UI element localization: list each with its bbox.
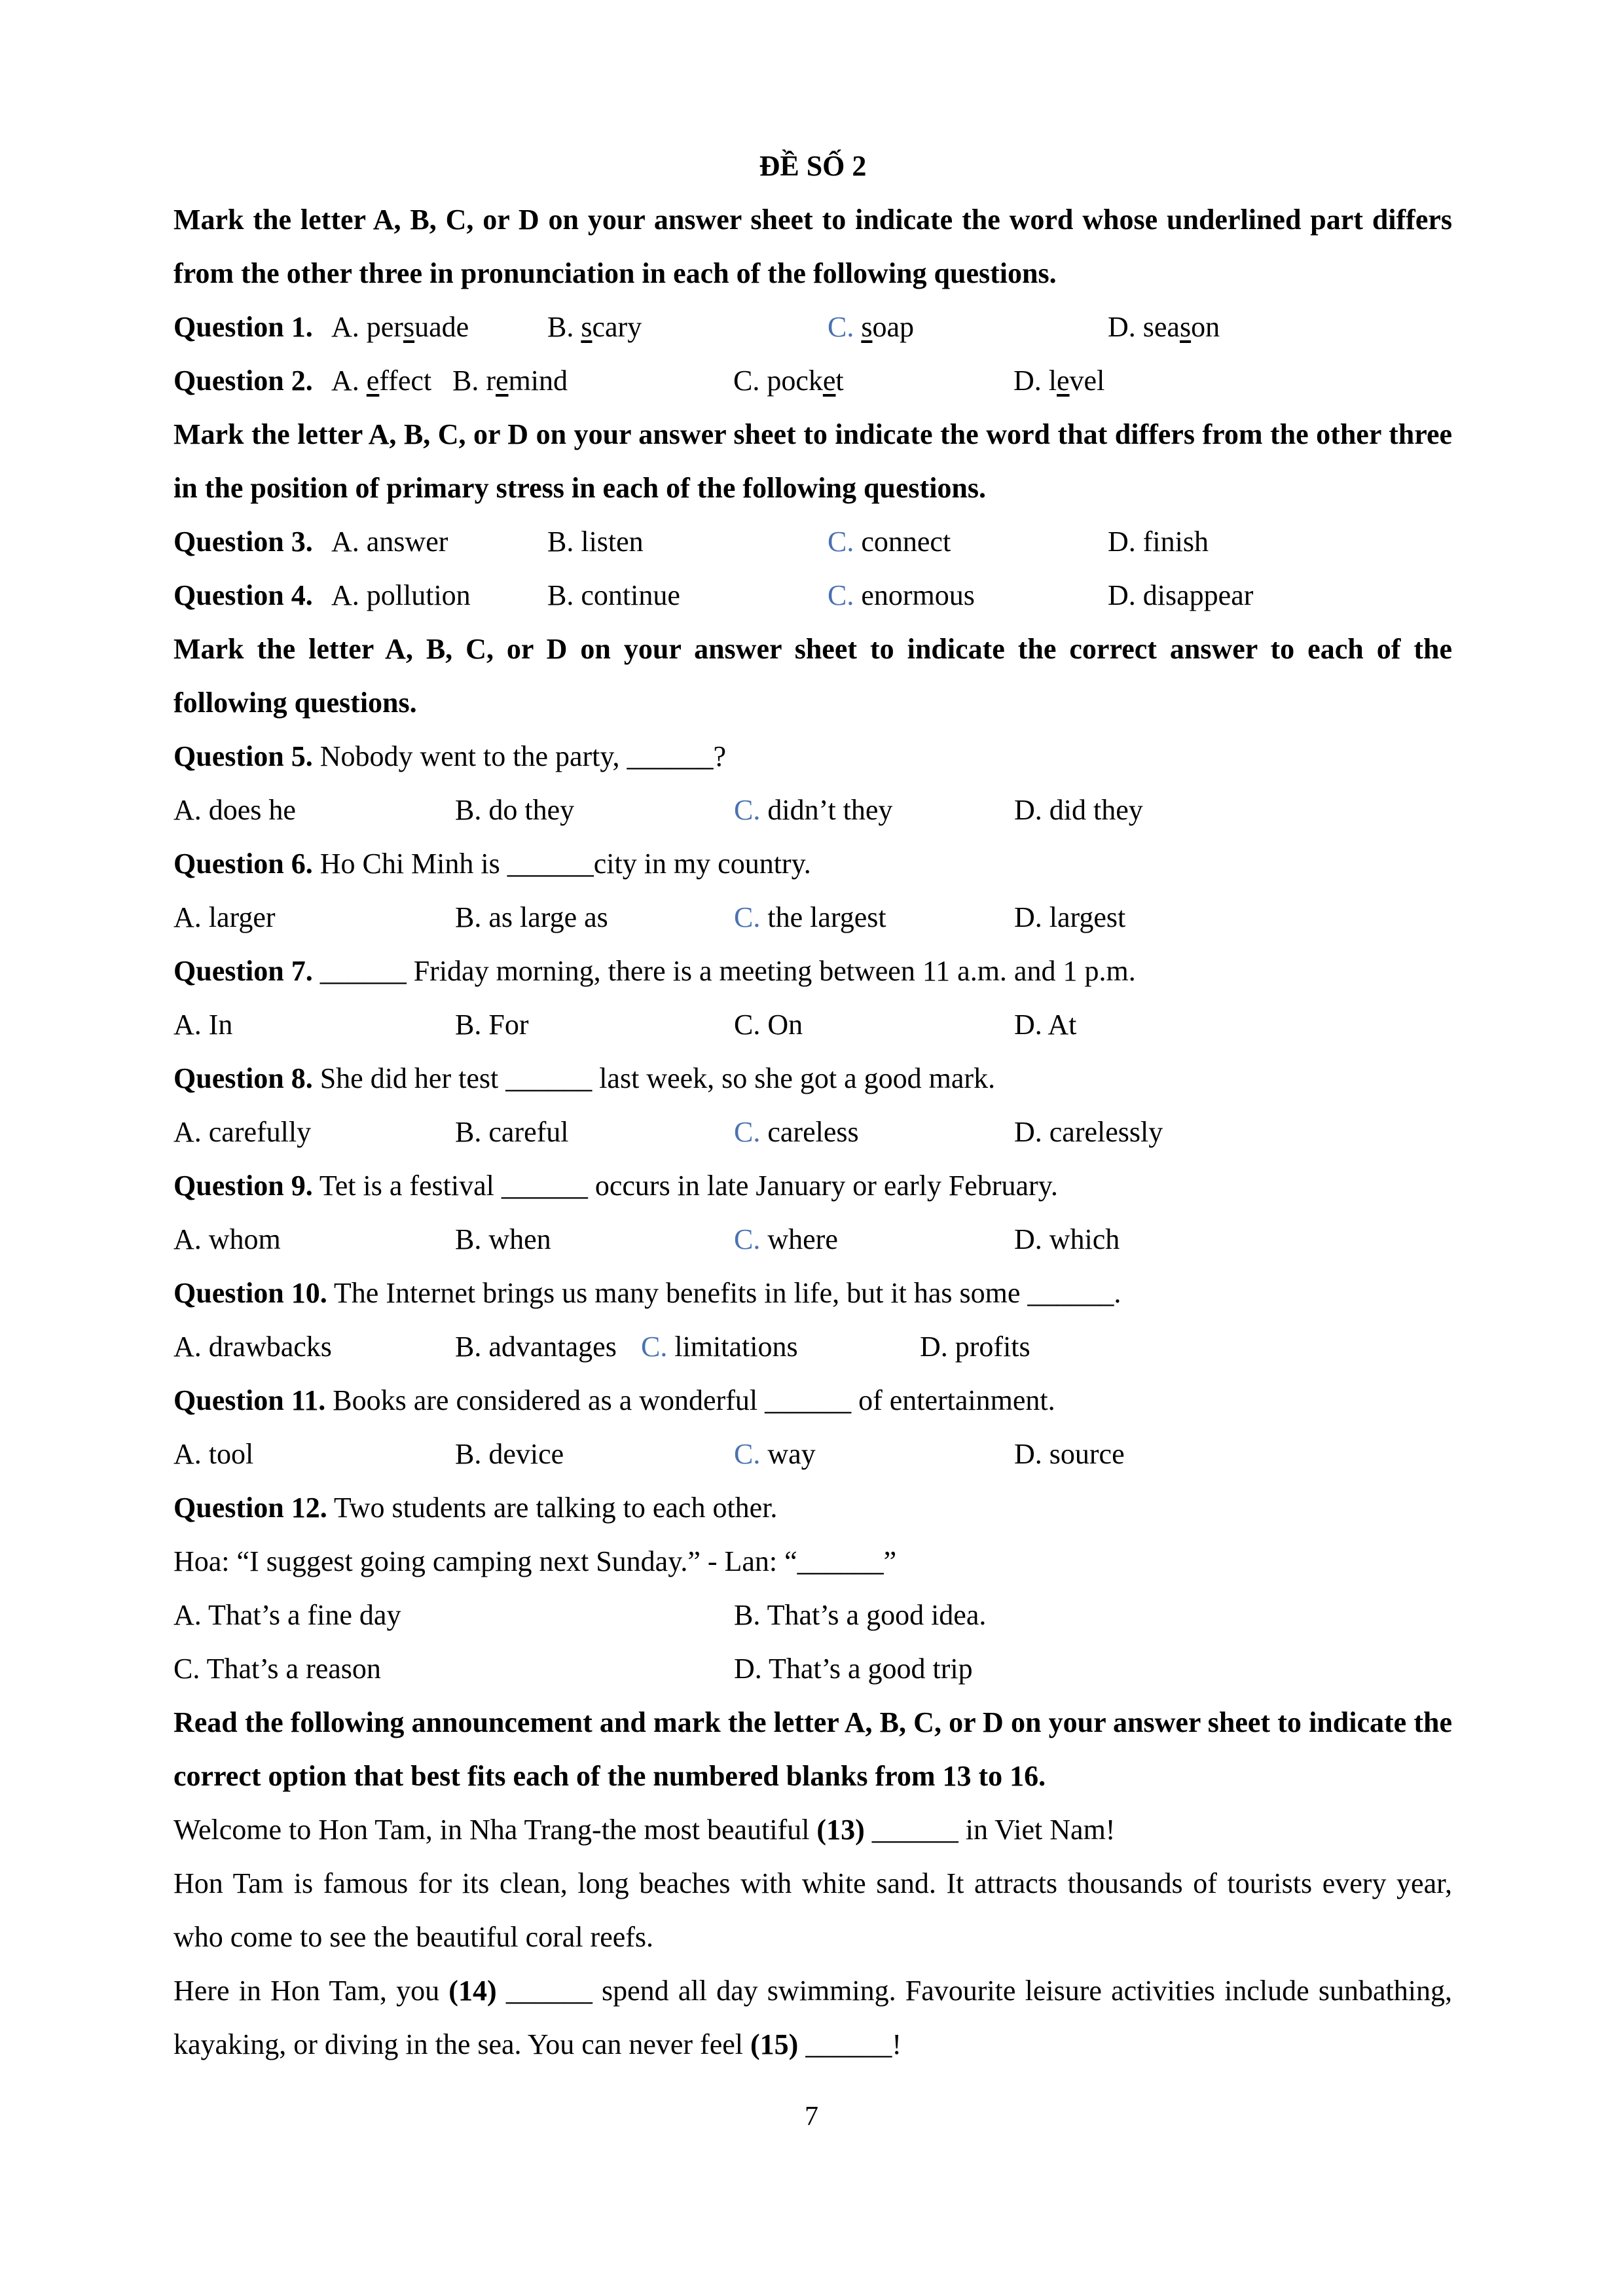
answer-option[interactable]: [455, 1320, 617, 1374]
answer-option[interactable]: [1108, 569, 1253, 622]
question-stem: [173, 1266, 1452, 1320]
answer-option[interactable]: [547, 515, 644, 569]
option-letter: D.: [1108, 579, 1136, 611]
answer-option[interactable]: [173, 998, 232, 1052]
text-segment: disappear: [1142, 579, 1254, 611]
option-letter: C.: [734, 1116, 761, 1148]
option-letter: A.: [173, 1009, 202, 1041]
option-letter: A.: [173, 1223, 202, 1255]
text-segment: Here in Hon Tam, you: [173, 1975, 449, 2007]
option-letter: D.: [1108, 526, 1136, 558]
question-stem: [173, 1481, 1452, 1535]
question-label: Question 2.: [173, 365, 313, 397]
answer-option[interactable]: [173, 1642, 381, 1696]
text-segment: advantages: [488, 1331, 617, 1363]
text-segment: profits: [955, 1331, 1030, 1363]
question-stem: [173, 1374, 1452, 1427]
answer-option[interactable]: [173, 891, 276, 944]
option-letter: D.: [734, 1653, 762, 1685]
text-segment: connect: [861, 526, 951, 558]
option-letter: D.: [1014, 1009, 1042, 1041]
option-letter: C.: [734, 794, 761, 826]
answer-option[interactable]: [173, 1588, 401, 1642]
text-segment: ______ Friday morning, there is a meeting between 11 a.m. and 1 p.m.: [312, 955, 1136, 987]
exam-page: [173, 139, 1452, 2072]
option-letter: D.: [1014, 1223, 1042, 1255]
text-segment: did they: [1049, 794, 1143, 826]
underlined-letter: s: [1179, 311, 1192, 343]
option-letter: D.: [1108, 311, 1136, 343]
option-letter: B.: [455, 901, 482, 933]
question-stem: [173, 300, 1452, 354]
text-segment: Tet is a festival ______ occurs in late January or early February.: [312, 1170, 1058, 1202]
text-segment: largest: [1049, 901, 1126, 933]
text-segment: tool: [208, 1438, 254, 1470]
text-segment: (15): [750, 2028, 799, 2060]
question-stem: [173, 354, 1452, 408]
options-row: [173, 1213, 1452, 1266]
answer-option[interactable]: [734, 891, 886, 944]
text-segment: ffect: [379, 365, 432, 397]
exam-title: ĐỀ SỐ 2: [759, 150, 867, 182]
answer-option[interactable]: [734, 783, 892, 837]
question-label: Question 8.: [173, 1062, 313, 1094]
text-segment: (14): [448, 1975, 497, 2007]
option-letter: D.: [1013, 365, 1042, 397]
text-segment: Welcome to Hon Tam, in Nha Trang-the most beautiful: [173, 1814, 817, 1846]
text-segment: whom: [208, 1223, 281, 1255]
answer-option[interactable]: [455, 1105, 568, 1159]
underlined-letter: e: [496, 365, 509, 397]
option-letter: A.: [173, 1116, 202, 1148]
answer-option[interactable]: [1013, 354, 1104, 408]
section-instruction: Read the following announcement and mark the letter A, B, C, or D on your answer sheet to indicate the correct option that best fits each of the numbered blanks from 13 to 16.: [173, 1706, 1452, 1792]
dialogue: Hoa: “I suggest going camping next Sunday.” - Lan: “______”: [173, 1545, 897, 1577]
text-segment: source: [1049, 1438, 1125, 1470]
question-label: Question 1.: [173, 311, 313, 343]
text-segment: didn’t they: [767, 794, 893, 826]
option-letter: A.: [173, 1331, 202, 1363]
text-segment: Books are considered as a wonderful ______ of entertainment.: [325, 1384, 1055, 1416]
text-segment: For: [488, 1009, 529, 1041]
answer-option[interactable]: [331, 569, 471, 622]
answer-option[interactable]: [455, 1427, 564, 1481]
text-segment: as large as: [488, 901, 608, 933]
answer-option[interactable]: [734, 1213, 838, 1266]
answer-option[interactable]: [173, 1320, 332, 1374]
question-label: Question 5.: [173, 740, 313, 772]
answer-option[interactable]: [1014, 891, 1125, 944]
text-segment: Two students are talking to each other.: [327, 1492, 778, 1524]
text-segment: listen: [581, 526, 644, 558]
text-segment: The Internet brings us many benefits in life, but it has some ______.: [327, 1277, 1122, 1309]
option-letter: A.: [173, 901, 202, 933]
underlined-letter: s: [403, 311, 415, 343]
option-letter: D.: [920, 1331, 948, 1363]
text-segment: ______ spend all day swimming. Favourite leisure activities include sunbathing, kayaking, or diving in the sea. You can never feel: [173, 1975, 1452, 2060]
text-segment: pollution: [366, 579, 471, 611]
text-segment: drawbacks: [208, 1331, 332, 1363]
question-label: Question 10.: [173, 1277, 327, 1309]
text-segment: carelessly: [1049, 1116, 1163, 1148]
underlined-letter: s: [581, 311, 593, 343]
answer-option[interactable]: [1108, 300, 1220, 354]
text-segment: oap: [872, 311, 915, 343]
question-label: Question 12.: [173, 1492, 327, 1524]
question-stem: [173, 837, 1452, 891]
text-segment: enormous: [861, 579, 975, 611]
answer-option[interactable]: [455, 891, 608, 944]
section-instruction: Mark the letter A, B, C, or D on your answer sheet to indicate the word that differs from the other three in the position of primary stress in each of the following questions.: [173, 418, 1452, 504]
answer-option[interactable]: [1014, 783, 1143, 837]
text-segment: larger: [208, 901, 276, 933]
question-label: Question 4.: [173, 579, 313, 611]
answer-option[interactable]: [173, 1213, 281, 1266]
answer-option[interactable]: [173, 1427, 253, 1481]
answer-option[interactable]: [1014, 1427, 1125, 1481]
text-segment: That’s a good trip: [769, 1653, 973, 1685]
text-segment: which: [1049, 1223, 1120, 1255]
text-segment: finish: [1142, 526, 1209, 558]
text-segment: on: [1191, 311, 1220, 343]
question-stem: [173, 730, 1452, 783]
underlined-letter: e: [822, 365, 836, 397]
text-segment: Hon Tam is famous for its clean, long beaches with white sand. It attracts thousands of tourists every year, who come to see the beautiful coral reefs.: [173, 1867, 1452, 1953]
option-letter: B.: [455, 1223, 482, 1255]
text-segment: In: [208, 1009, 233, 1041]
answer-option[interactable]: [828, 569, 975, 622]
options-row: [173, 1427, 1452, 1481]
answer-option[interactable]: [173, 1105, 311, 1159]
underlined-letter: e: [1057, 365, 1070, 397]
text-segment: when: [488, 1223, 551, 1255]
option-letter: B.: [455, 1438, 482, 1470]
options-row: [173, 891, 1452, 944]
text-segment: continue: [581, 579, 680, 611]
page-number: 7: [805, 2102, 818, 2132]
text-segment: cary: [592, 311, 642, 343]
question-stem: [173, 515, 1452, 569]
option-letter: C.: [734, 1438, 761, 1470]
option-letter: A.: [331, 526, 359, 558]
answer-option[interactable]: [452, 354, 568, 408]
option-letter: A.: [173, 1438, 202, 1470]
options-row: [173, 783, 1452, 837]
option-letter: D.: [1014, 794, 1042, 826]
answer-option[interactable]: [547, 569, 680, 622]
text-segment: Nobody went to the party, ______?: [312, 740, 727, 772]
answer-option[interactable]: [734, 998, 803, 1052]
answer-option[interactable]: [734, 1588, 986, 1642]
text-segment: uade: [414, 311, 469, 343]
option-letter: C.: [734, 1009, 761, 1041]
option-letter: B.: [452, 365, 479, 397]
option-letter: C.: [733, 365, 760, 397]
option-letter: D.: [1014, 1438, 1042, 1470]
option-letter: C.: [828, 579, 854, 611]
option-letter: A.: [331, 311, 359, 343]
passage-paragraph: [173, 1964, 1452, 2072]
answer-option[interactable]: [1014, 998, 1076, 1052]
text-segment: She did her test ______ last week, so she got a good mark.: [312, 1062, 996, 1094]
option-letter: B.: [455, 1116, 482, 1148]
section-instruction: Mark the letter A, B, C, or D on your answer sheet to indicate the correct answer to each of the following questions.: [173, 633, 1452, 719]
text-segment: Ho Chi Minh is ______city in my country.: [312, 848, 811, 880]
question-label: Question 6.: [173, 848, 313, 880]
options-row: [173, 1320, 1452, 1374]
options-row: [173, 998, 1452, 1052]
answer-option[interactable]: [828, 300, 914, 354]
option-letter: C.: [828, 311, 854, 343]
question-stem: [173, 569, 1452, 622]
answer-option[interactable]: [331, 354, 431, 408]
text-segment: ______!: [798, 2028, 902, 2060]
option-letter: B.: [547, 579, 574, 611]
question-label: Question 9.: [173, 1170, 313, 1202]
question-stem: [173, 944, 1452, 998]
text-segment: r: [486, 365, 496, 397]
text-segment: way: [767, 1438, 816, 1470]
section-instruction: Mark the letter A, B, C, or D on your answer sheet to indicate the word whose underlined part differs from the other three in pronunciation in each of the following questions.: [173, 204, 1452, 289]
answer-option[interactable]: [920, 1320, 1030, 1374]
answer-option[interactable]: [455, 783, 574, 837]
text-segment: (13): [816, 1814, 865, 1846]
text-segment: do they: [488, 794, 575, 826]
question-stem: [173, 1159, 1452, 1213]
answer-option[interactable]: [547, 300, 642, 354]
passage-paragraph: [173, 1803, 1452, 1857]
answer-option[interactable]: [828, 515, 951, 569]
option-letter: C.: [173, 1653, 200, 1685]
underlined-letter: s: [861, 311, 873, 343]
text-segment: At: [1048, 1009, 1077, 1041]
question-label: Question 7.: [173, 955, 313, 987]
text-segment: careless: [767, 1116, 859, 1148]
text-segment: limitations: [674, 1331, 798, 1363]
text-segment: answer: [366, 526, 448, 558]
answer-option[interactable]: [641, 1320, 798, 1374]
text-segment: sea: [1142, 311, 1180, 343]
text-segment: l: [1048, 365, 1057, 397]
passage-paragraph: [173, 1857, 1452, 1964]
text-segment: per: [366, 311, 403, 343]
answer-option[interactable]: [331, 515, 448, 569]
answer-option[interactable]: [1108, 515, 1209, 569]
options-row: [173, 1588, 1452, 1642]
answer-option[interactable]: [734, 1105, 859, 1159]
answer-option[interactable]: [331, 300, 469, 354]
option-letter: B.: [455, 794, 482, 826]
answer-option[interactable]: [455, 998, 528, 1052]
option-letter: B.: [547, 526, 574, 558]
text-segment: That’s a good idea.: [767, 1599, 987, 1631]
option-letter: B.: [455, 1009, 482, 1041]
option-letter: C.: [734, 901, 761, 933]
text-segment: ______ in Viet Nam!: [864, 1814, 1116, 1846]
option-letter: B.: [455, 1331, 482, 1363]
text-segment: the largest: [767, 901, 886, 933]
question-label: Question 11.: [173, 1384, 326, 1416]
text-segment: device: [488, 1438, 564, 1470]
option-letter: C.: [828, 526, 854, 558]
option-letter: C.: [734, 1223, 761, 1255]
text-segment: carefully: [208, 1116, 312, 1148]
underlined-letter: e: [366, 365, 380, 397]
option-letter: A.: [331, 365, 359, 397]
answer-option[interactable]: [734, 1427, 816, 1481]
option-letter: C.: [641, 1331, 668, 1363]
answer-option[interactable]: [455, 1213, 551, 1266]
option-letter: B.: [734, 1599, 761, 1631]
text-segment: pock: [767, 365, 823, 397]
text-segment: t: [835, 365, 844, 397]
text-segment: That’s a reason: [206, 1653, 381, 1685]
option-letter: D.: [1014, 1116, 1042, 1148]
text-segment: careful: [488, 1116, 569, 1148]
text-segment: where: [767, 1223, 838, 1255]
text-segment: vel: [1069, 365, 1105, 397]
option-letter: D.: [1014, 901, 1042, 933]
text-segment: That’s a fine day: [208, 1599, 401, 1631]
text-segment: does he: [208, 794, 296, 826]
option-letter: A.: [173, 794, 202, 826]
options-row: [173, 1642, 1452, 1696]
text-segment: mind: [508, 365, 568, 397]
answer-option[interactable]: [734, 1642, 973, 1696]
question-stem: [173, 1052, 1452, 1105]
answer-option[interactable]: [1014, 1105, 1163, 1159]
option-letter: B.: [547, 311, 574, 343]
option-letter: A.: [331, 579, 359, 611]
answer-option[interactable]: [1014, 1213, 1120, 1266]
text-segment: On: [767, 1009, 803, 1041]
options-row: [173, 1105, 1452, 1159]
answer-option[interactable]: [733, 354, 844, 408]
option-letter: A.: [173, 1599, 202, 1631]
question-label: Question 3.: [173, 526, 313, 558]
answer-option[interactable]: [173, 783, 296, 837]
